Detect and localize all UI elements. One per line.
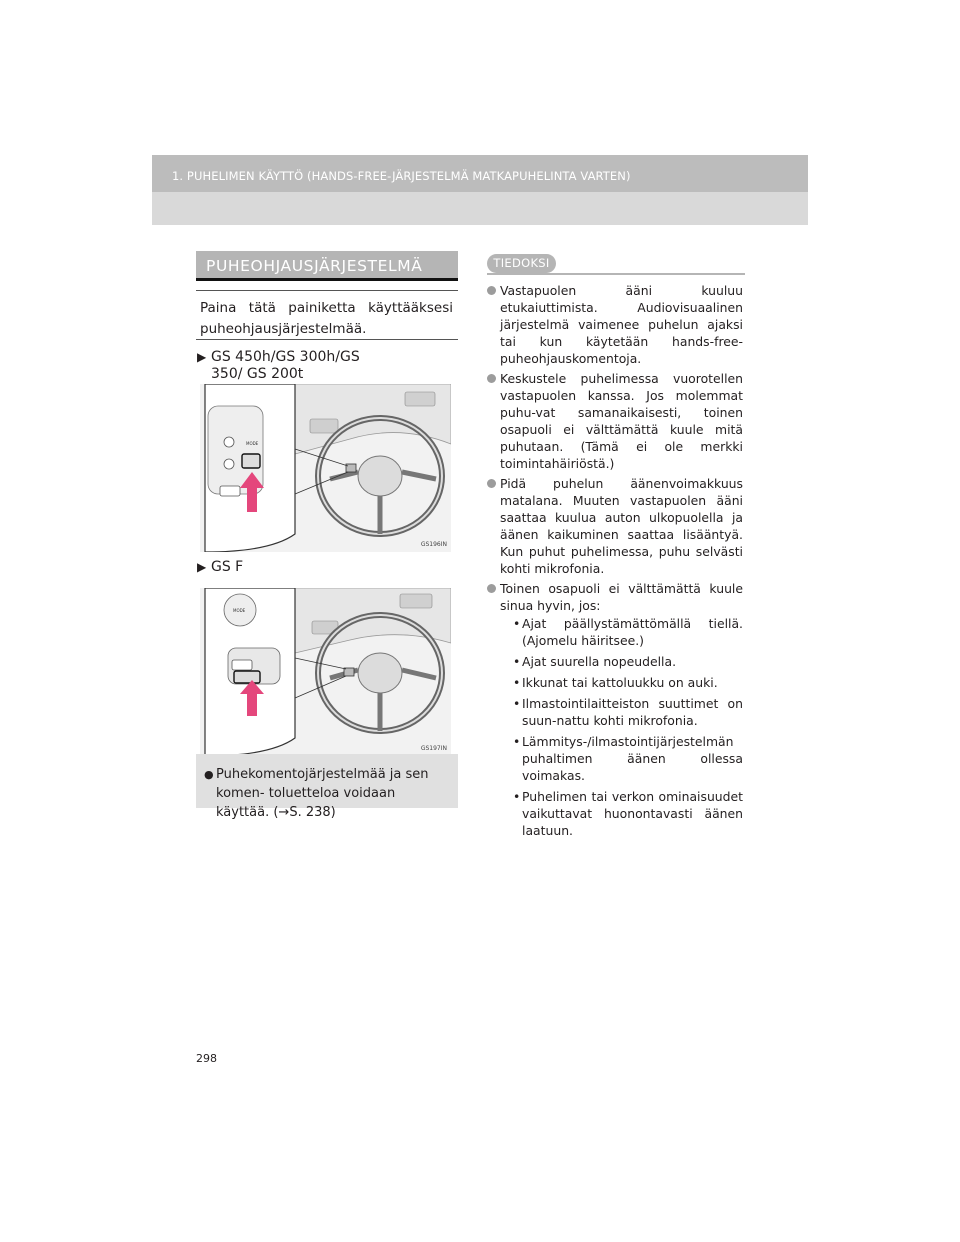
grey-circle-icon [487, 374, 496, 383]
note-box [196, 754, 458, 820]
triangle-right-icon: ▶ [197, 560, 207, 574]
condition-item: • Puhelimen tai verkon ominaisuudet vaikuttavat huonontavasti äänen laatuun. [513, 789, 743, 838]
tip-item [487, 370, 743, 472]
triangle-right-icon: ▶ [197, 350, 207, 364]
condition-item: • Ilmastointilaitteiston suuttimet on suun-nattu kohti mikrofonia. [513, 696, 743, 728]
condition-text: Ikkunat tai kattoluukku on auki. [522, 675, 718, 690]
note-text: Puhekomentojärjestelmää ja sen komen- toluetteloa voidaan käyttää. (→S. 238) [216, 767, 429, 820]
condition-item: • Ikkunat tai kattoluukku on auki. [513, 675, 718, 690]
model-label-text: GS 450h/GS 300h/GS 350/ GS 200t [211, 349, 360, 382]
figure-code: GS196IN [420, 541, 447, 548]
grey-circle-icon [487, 479, 496, 488]
tip-text: Pidä puhelun äänenvoimakkuus matalana. Muuten vastapuolen ääni saattaa kuulua auton ulkopuolella ja äänen kaikuminen saattaa lisääntyä. Kun puhut puhelimessa, puhu selvästi kohti mikrofonia. [500, 476, 743, 576]
model-label-gs450h [197, 349, 391, 383]
condition-item: • Lämmitys-/ilmastointijärjestelmän puhaltimen äänen ollessa voimakas. [513, 734, 743, 783]
filled-circle-icon: ● [204, 768, 214, 781]
tip-item [487, 282, 743, 367]
model-label-text: GS F [211, 559, 244, 575]
page-number: 298 [196, 1052, 217, 1065]
condition-item: • Ajat päällystämättömällä tiellä. (Ajomelu häiritsee.) [513, 616, 743, 648]
tip-item [487, 580, 743, 839]
tip-text: Keskustele puhelimessa vuorotellen vastapuolen kanssa. Jos molemmat puhu-vat samanaikaisesti, toinen osapuoli ei välttämättä kuule mitä puhutaan. (Tämä ei ole merkki toimintahäiriöstä.) [500, 371, 743, 471]
svg-text:MODE: MODE [246, 441, 259, 446]
chapter-title: 1. PUHELIMEN KÄYTTÖ (HANDS-FREE-JÄRJESTELMÄ MATKAPUHELINTA VARTEN) [172, 169, 631, 183]
chapter-header [152, 155, 808, 225]
tip-list [487, 282, 743, 843]
grey-circle-icon [487, 286, 496, 295]
svg-text:MODE: MODE [233, 608, 246, 613]
steering-wheel-figure-1 [200, 384, 451, 552]
steering-wheel-illustration [200, 384, 451, 552]
section-title: PUHEOHJAUSJÄRJESTELMÄ [206, 257, 423, 275]
tip-item [487, 475, 743, 577]
condition-item: • Ajat suurella nopeudella. [513, 654, 677, 669]
condition-list [500, 615, 743, 839]
instruction-text: Paina tätä painiketta käyttääksesi puheohjausjärjestelmää. [196, 290, 458, 340]
figure-code: GS197IN [420, 745, 447, 752]
steering-wheel-illustration [200, 588, 451, 756]
condition-text: Ajat suurella nopeudella. [522, 654, 677, 669]
tip-text: Vastapuolen ääni kuuluu etukaiuttimista. Audiovisuaalinen järjestelmä vaimenee puhelun ajaksi tai kun käytetään hands-free-puheohjauskomentoja. [500, 283, 743, 366]
condition-text: Puhelimen tai verkon ominaisuudet vaikuttavat huonontavasti äänen laatuun. [522, 789, 743, 838]
condition-text: Ilmastointilaitteiston suuttimet on suun-nattu kohti mikrofonia. [522, 696, 743, 728]
condition-text: Ajat päällystämättömällä tiellä. (Ajomelu häiritsee.) [522, 616, 743, 648]
condition-text: Lämmitys-/ilmastointijärjestelmän puhaltimen äänen ollessa voimakas. [522, 734, 743, 783]
section-heading [196, 251, 458, 281]
tip-text: Toinen osapuoli ei välttämättä kuule sinua hyvin, jos: [500, 581, 743, 613]
model-label-gsf [197, 559, 243, 576]
steering-wheel-figure-2 [200, 588, 451, 756]
tiedoksi-badge: TIEDOKSI [487, 254, 556, 273]
grey-circle-icon [487, 584, 496, 593]
tiedoksi-divider [487, 273, 745, 275]
chapter-header-strip [152, 155, 808, 192]
